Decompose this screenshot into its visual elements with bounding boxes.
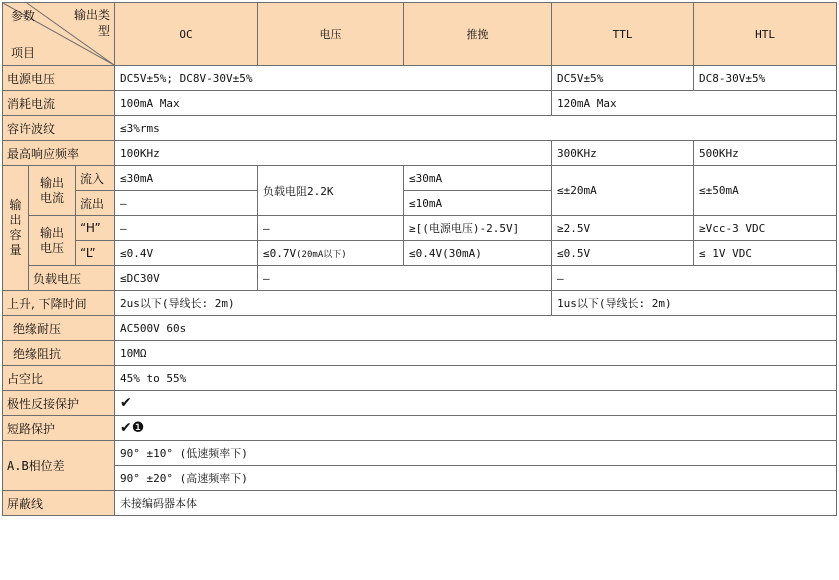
cell-value: AC500V 60s [115,316,837,341]
cell-value: ≤0.4V [115,241,258,266]
low-voltage-note: (20mA以下) [296,249,347,260]
output-capacity-text: 输出容量 [9,198,22,257]
row-reverse-protection [3,391,837,416]
cell-value: ≥2.5V [552,216,694,241]
row-label: 最高响应频率 [3,141,115,166]
row-max-frequency [3,141,837,166]
corner-item-label: 项目 [11,46,36,60]
row-label: 绝缘耐压 [3,316,115,341]
cell-value: 120mA Max [552,91,837,116]
cell-value: ≥Vcc-3 VDC [694,216,837,241]
col-header-pushpull: 推挽 [404,3,552,66]
cell-value: 500KHz [694,141,837,166]
row-label: 上升, 下降时间 [3,291,115,316]
row-current-consumption [3,91,837,116]
corner-param-label: 参数 [11,9,36,23]
row-power-voltage [3,66,837,91]
row-label: 容许波纹 [3,116,115,141]
output-current-label [29,166,76,216]
high-label: “H” [76,216,115,241]
row-phase-low [3,441,837,466]
row-shield [3,491,837,516]
cell-value: — [115,191,258,216]
cell-value: ≤ 1V VDC [694,241,837,266]
row-label: 屏蔽线 [3,491,115,516]
header-row [3,3,837,66]
row-output-high [3,216,837,241]
row-label: 占空比 [3,366,115,391]
check-note-icon: ✔❶ [115,416,837,441]
cell-value: — [115,216,258,241]
cell-value: ≤10mA [404,191,552,216]
cell-value: ≤3%rms [115,116,837,141]
cell-value: ≤30mA [404,166,552,191]
row-label: 短路保护 [3,416,115,441]
output-current-text: 输出电流 [39,175,64,205]
cell-value: ≤0.4V(30mA) [404,241,552,266]
corner-output-type-line2: 型 [98,24,111,38]
low-voltage-main: ≤0.7V [263,246,297,260]
cell-value: — [258,266,552,291]
corner-output-type-label [74,7,110,39]
cell-value: 45% to 55% [115,366,837,391]
cell-value: 100KHz [115,141,552,166]
cell-value: DC5V±5% [552,66,694,91]
cell-value: DC5V±5%; DC8V-30V±5% [115,66,552,91]
cell-value: ≤±50mA [694,166,837,216]
cell-value: 1us以下(导线长: 2m) [552,291,837,316]
cell-value: 90° ±10° (低速频率下) [115,441,837,466]
spec-table [2,2,837,516]
cell-value [258,241,404,266]
row-label: 极性反接保护 [3,391,115,416]
header-corner-cell [3,3,115,66]
cell-value: 300KHz [552,141,694,166]
row-short-protection [3,416,837,441]
corner-output-type-line1: 输出类 [74,8,111,22]
cell-value: ≤±20mA [552,166,694,216]
row-insulation-voltage [3,316,837,341]
col-header-oc: OC [115,3,258,66]
col-header-voltage: 电压 [258,3,404,66]
row-insulation-resistance [3,341,837,366]
output-capacity-label [3,166,29,291]
cell-value: ≤DC30V [115,266,258,291]
cell-value: 90° ±20° (高速频率下) [115,466,837,491]
row-rise-fall [3,291,837,316]
row-label: A.B相位差 [3,441,115,491]
row-ripple [3,116,837,141]
source-label: 流出 [76,191,115,216]
row-label: 消耗电流 [3,91,115,116]
sink-label: 流入 [76,166,115,191]
cell-value: 2us以下(导线长: 2m) [115,291,552,316]
cell-value: 100mA Max [115,91,552,116]
row-output-sink [3,166,837,191]
col-header-ttl: TTL [552,3,694,66]
cell-value: 负载电阻2.2K [258,166,404,216]
output-voltage-label [29,216,76,266]
cell-value: — [552,266,837,291]
row-load-voltage [3,266,837,291]
output-voltage-text: 输出电压 [39,225,64,255]
col-header-htl: HTL [694,3,837,66]
cell-value: ≤0.5V [552,241,694,266]
row-phase-high [3,466,837,491]
row-duty-cycle [3,366,837,391]
low-label: “L” [76,241,115,266]
cell-value: ≥[(电源电压)-2.5V] [404,216,552,241]
cell-value: 10MΩ [115,341,837,366]
cell-value: ≤30mA [115,166,258,191]
row-label: 电源电压 [3,66,115,91]
cell-value: DC8-30V±5% [694,66,837,91]
check-icon: ✔ [115,391,837,416]
row-label: 绝缘阻抗 [3,341,115,366]
load-voltage-label: 负载电压 [29,266,115,291]
cell-value: 未接编码器本体 [115,491,837,516]
row-output-low [3,241,837,266]
cell-value: — [258,216,404,241]
